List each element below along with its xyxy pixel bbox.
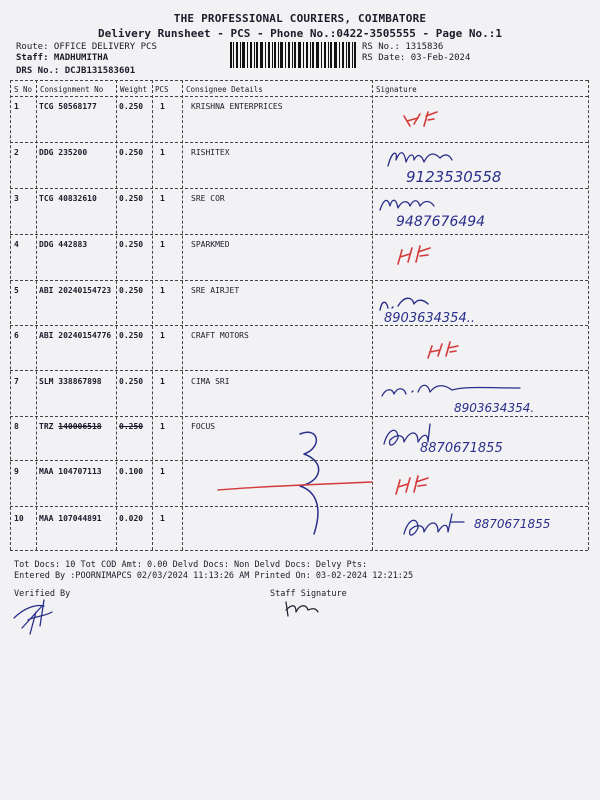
row-10-signature: [404, 514, 464, 535]
row-3-signature: [380, 200, 434, 210]
row-2-signature: [388, 153, 452, 166]
table-header-rule: [10, 96, 588, 97]
row-2-weight: 0.250: [119, 148, 144, 157]
totals-line: Tot Docs: 10 Tot COD Amt: 0.00 Delvd Docs: Non Delvd Docs: Delvy Pts:: [14, 560, 368, 570]
row-7-weight: 0.250: [119, 377, 144, 386]
row-9-consignment: MAA 104707113: [39, 467, 102, 476]
row-6-hif-mark: [428, 342, 458, 358]
row-5-consignee: SRE AIRJET: [191, 286, 240, 295]
row-10-pcs: 1: [160, 514, 165, 523]
row-5-weight: 0.250: [119, 286, 144, 295]
row-7-signature: [382, 385, 520, 396]
row-1-consignee: KRISHNA ENTERPRICES: [191, 102, 283, 111]
row-1-consignment: TCG 50568177: [39, 102, 97, 111]
col-consignee: Consignee Details: [186, 85, 263, 94]
row-9-hif-mark: [396, 476, 428, 494]
row-6-pcs: 1: [160, 331, 165, 340]
col-consignment: Consignment No: [40, 85, 104, 94]
col-weight: Weight: [120, 85, 148, 94]
row-6-consignee: CRAFT MOTORS: [191, 331, 249, 340]
rs-date: RS Date: 03-Feb-2024: [362, 53, 471, 63]
row-4-weight: 0.250: [119, 240, 144, 249]
row-3-sno: 3: [14, 194, 19, 203]
row-1-weight: 0.250: [119, 102, 144, 111]
row-8-consignment: TRZ 140006518: [39, 422, 102, 431]
row-7-sno: 7: [14, 377, 19, 386]
row-7-consignment: SLM 338867898: [39, 377, 102, 386]
row-8-consignment-struck: 140006518: [58, 422, 102, 431]
row-4-consignment: DDG 442883: [39, 240, 88, 249]
red-line-stroke: [218, 482, 372, 490]
row-5-signature: [380, 298, 428, 310]
verified-by-label: Verified By: [14, 589, 71, 599]
row-3-weight: 0.250: [119, 194, 144, 203]
row-2-phone: 9123530558: [406, 168, 502, 186]
row-2-sno: 2: [14, 148, 19, 157]
document-title: THE PROFESSIONAL COURIERS, COIMBATORE: [173, 12, 427, 25]
col-sno: S No: [14, 85, 33, 94]
row-5-pcs: 1: [160, 286, 165, 295]
row-4-hif-mark: [398, 246, 430, 264]
row-8-consignee: FOCUS: [191, 422, 216, 431]
col-pcs: PCS: [155, 85, 169, 94]
row-10-weight: 0.020: [119, 514, 144, 523]
row-8-phone: 8870671855: [420, 441, 503, 456]
row-9-pcs: 1: [160, 467, 165, 476]
brace-stroke: [300, 432, 319, 534]
document-subtitle: Delivery Runsheet - PCS - Phone No.:0422-3505555 - Page No.:1: [98, 27, 502, 40]
row-8-signature: [384, 424, 430, 445]
row-8-weight: 0.250: [119, 422, 144, 431]
row-2-pcs: 1: [160, 148, 165, 157]
row-7-phone: 8903634354.: [454, 401, 535, 415]
col-signature: Signature: [376, 85, 417, 94]
drs-number: DRS No.: DCJB131583601: [16, 66, 136, 76]
table-top-rule: [10, 80, 588, 81]
row-3-phone: 9487676494: [396, 214, 486, 230]
row-7-pcs: 1: [160, 377, 165, 386]
staff-signature-label: Staff Signature: [270, 589, 347, 599]
row-4-sno: 4: [14, 240, 19, 249]
row-8-pcs: 1: [160, 422, 165, 431]
row-10-phone: 8870671855: [474, 517, 551, 531]
row-10-sno: 10: [14, 514, 24, 523]
row-9-weight: 0.100: [119, 467, 144, 476]
row-2-consignment: DDG 235200: [39, 148, 88, 157]
staff-signature: [286, 602, 318, 616]
row-1-sno: 1: [14, 102, 19, 111]
row-8-sno: 8: [14, 422, 19, 431]
row-3-pcs: 1: [160, 194, 165, 203]
rs-number: RS No.: 1315836: [362, 42, 444, 52]
row-7-consignee: CIMA SRI: [191, 377, 230, 386]
row-6-sno: 6: [14, 331, 19, 340]
row-5-sno: 5: [14, 286, 19, 295]
barcode: [230, 42, 356, 68]
row-3-consignee: SRE COR: [191, 194, 225, 203]
row-10-consignment: MAA 107044891: [39, 514, 102, 523]
row-3-consignment: TCG 40832610: [39, 194, 97, 203]
row-5-phone: 8903634354..: [384, 311, 475, 326]
row-1-pcs: 1: [160, 102, 165, 111]
verified-by-signature: [14, 600, 52, 634]
row-5-consignment: ABI 20240154723: [39, 286, 112, 295]
route-label: Route: OFFICE DELIVERY PCS: [16, 42, 157, 52]
row-4-pcs: 1: [160, 240, 165, 249]
row-6-consignment: ABI 20240154776: [39, 331, 112, 340]
row-1-hif-mark: [404, 112, 437, 126]
row-9-sno: 9: [14, 467, 19, 476]
staff-label: Staff: MADHUMITHA: [16, 53, 109, 63]
row-2-consignee: RISHITEX: [191, 148, 230, 157]
row-6-weight: 0.250: [119, 331, 144, 340]
entered-line: Entered By :POORNIMAPCS 02/03/2024 11:13:26 AM Printed On: 03-02-2024 12:21:25: [14, 571, 414, 581]
row-4-consignee: SPARKMED: [191, 240, 230, 249]
